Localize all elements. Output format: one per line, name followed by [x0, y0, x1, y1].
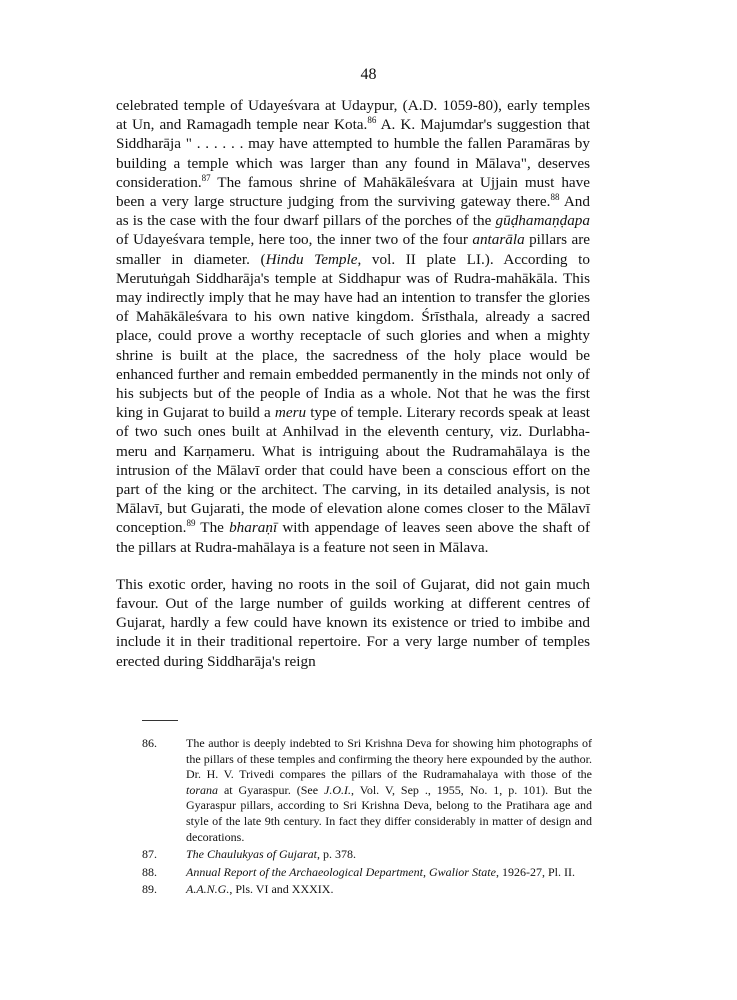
- italic-title: A.A.N.G.: [186, 882, 230, 897]
- text-run: , Pls. VI and XXXIX.: [229, 882, 334, 897]
- text-run: , vol. II plate LI.). According to Merutuṅgah Siddharāja's temple at Siddhapur was of Rudra-mahākāla. This may indirectly imply that he may have had an intention to transfer the glories of Mahākāleśvara to his own native kingdom. Śrīsthala, already a sacred place, could prove a worthy receptacle of such glories and when a mighty shrine is built at the place, the sacredness of the holy place would be enhanced further and remain embedded permanently in the minds not only of his subjects but of the people of India as a whole. Not that he was the first king in Gujarat to build a: [116, 250, 590, 422]
- italic-term: bharaṇī: [229, 519, 278, 537]
- footnote-number: 88.: [142, 864, 157, 879]
- page-number: 48: [360, 66, 377, 83]
- text-run: , 1926-27, Pl. II.: [495, 864, 575, 879]
- text-run: , Vol. V, Sep ., 1955, No. 1, p. 101). But the Gyaraspur pillars, according to Sri Krishna Deva, belong to the Pratihara age and style of the late 9th century. In fact they differ considerably in matter of design and decorations.: [186, 782, 592, 844]
- text-run: The author is deeply indebted to Sri Krishna Deva for showing him photographs of the pillars of these temples and confirming the theory here expounded by the author. Dr. H. V. Trivedi compares the pillars of the Rudramahalaya with those of the: [186, 736, 592, 782]
- footnote-86: [142, 736, 592, 845]
- footnote-number: 87.: [142, 847, 157, 862]
- text-run: with appendage of leaves seen above the shaft of the pillars at Rudra-mahālaya is a feature not seen in Mālava.: [116, 519, 590, 556]
- footnote-text: [186, 736, 592, 845]
- footnote-87: [142, 847, 592, 863]
- footnotes: [142, 736, 592, 900]
- text-run: The: [195, 519, 230, 537]
- text-run: at Gyaraspur. (See: [218, 782, 325, 797]
- footnote-88: [142, 865, 592, 881]
- italic-term: torana: [186, 782, 219, 797]
- footnote-number: 86.: [142, 736, 157, 750]
- italic-title: Annual Report of the Archaeological Department, Gwalior State: [186, 864, 496, 879]
- text-run: type of temple. Literary records speak at least of two such ones built at Anhilvad in the eleventh century, viz. Durlabha-meru and Karṇameru. What is intriguing about the Rudramahālaya is the intrusion of the Mālavī order that could have been a conscious effort on the part of the king or the architect. The carving, in its detailed analysis, is not Mālavī, but Gujarati, the mode of elevation alone comes closer to the Mālavī conception.: [116, 404, 590, 537]
- footnote-text: [186, 882, 592, 898]
- italic-title: The Chaulukyas of Gujarat: [186, 847, 317, 862]
- footnote-ref-87: 87: [201, 172, 211, 183]
- text-run: pillars are smaller in diameter. (: [116, 231, 590, 268]
- italic-title: J.O.I.: [324, 782, 352, 797]
- italic-title: Hindu Temple: [265, 250, 358, 268]
- italic-term: antarāla: [472, 231, 525, 249]
- footnote-text: [186, 847, 592, 863]
- footnote-number: 89.: [142, 882, 157, 897]
- paragraph-1: [116, 96, 590, 557]
- text-run: , p. 378.: [317, 847, 356, 862]
- italic-term: gūḍhamaṇḍapa: [495, 212, 590, 230]
- text-run: The famous shrine of Mahākāleśvara at Ujjain must have been a very large structure judging from the surviving gateway there.: [116, 173, 590, 211]
- paragraph-2: This exotic order, having no roots in the soil of Gujarat, did not gain much favour. Out of the large number of guilds working at different centres of Gujarat, hardly a few could have known its existence or tried to imbibe and include it in their traditional repertoire. For a very large number of temples erected during Siddharāja's reign: [116, 575, 590, 670]
- footnote-ref-89: 89: [186, 518, 196, 529]
- footnote-89: [142, 882, 592, 898]
- footnote-divider: [142, 720, 178, 721]
- body-text: [116, 96, 590, 671]
- footnote-ref-86: 86: [367, 115, 377, 126]
- text-run: And as is the case with the four dwarf pillars of the porches of the: [116, 193, 590, 230]
- footnote-text: [186, 865, 592, 881]
- italic-term: meru: [274, 404, 307, 422]
- text-run: celebrated temple of Udayeśvara at Udaypur, (A.D. 1059-80), early temples at Un, and Ramagadh temple near Kota.: [116, 97, 590, 134]
- footnote-ref-88: 88: [550, 191, 560, 202]
- text-run: A. K. Majumdar's suggestion that Siddharāja " . . . . . . may have attempted to humble the fallen Paramāras by building a temple which was larger than any found in Mālava", deserves consideration.: [116, 116, 590, 191]
- text-run: of Udayeśvara temple, here too, the inner two of the four: [116, 231, 473, 249]
